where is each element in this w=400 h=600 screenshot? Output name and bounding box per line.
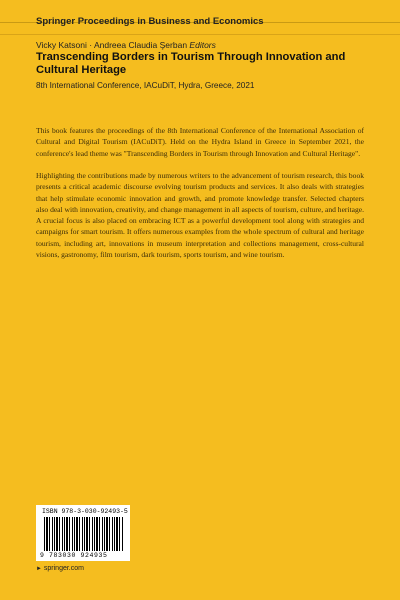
editor-names: Vicky Katsoni · Andreea Claudia Şerban <box>36 40 188 50</box>
website-text: springer.com <box>43 565 84 572</box>
isbn-number: ISBN 978-3-030-92493-5 <box>42 508 128 515</box>
editors-line <box>36 40 216 50</box>
arrow-icon: ► <box>36 566 42 572</box>
divider-line <box>0 34 400 35</box>
editors-role: Editors <box>189 40 216 50</box>
description-paragraph-1: This book features the proceedings of the 8th International Conference of the International Association of Cultural and Digital Tourism (IACuDiT). Held on the Hydra Island in Greece in September 2021, the conference's lead theme was "Transcending Borders in Tourism through Innovation and Cultural Heritage". <box>36 126 364 158</box>
ean-digits: 9 783030 924935 <box>40 552 108 559</box>
barcode-icon <box>44 517 124 551</box>
website-link[interactable] <box>36 565 84 572</box>
description-paragraph-2: Highlighting the contributions made by numerous writers to the advancement of tourism research, this book presents a critical academic discourse evolving tourism products and services. It also deals with strategies that help stimulate economic innovation and growth, and promote knowledge transfer. Selected chapters also deal with innovation, creativity, and change management in all aspects of tourism, culture, and heritage. A crucial focus is also placed on embracing ICT as a powerful development tool along with strategies and campaigns for smart tourism. It offers numerous examples from the whole spectrum of cultural and heritage tourism, including art, innovations in museum interpretation and collections management, cross-cultural visions, gastronomy, film tourism, dark tourism, sports tourism, and wine tourism. <box>36 171 364 259</box>
conference-info: 8th International Conference, IACuDiT, Hydra, Greece, 2021 <box>36 81 255 90</box>
series-name: Springer Proceedings in Business and Economics <box>36 16 264 27</box>
barcode-panel <box>36 505 130 561</box>
book-title: Transcending Borders in Tourism Through Innovation and Cultural Heritage <box>36 51 346 76</box>
